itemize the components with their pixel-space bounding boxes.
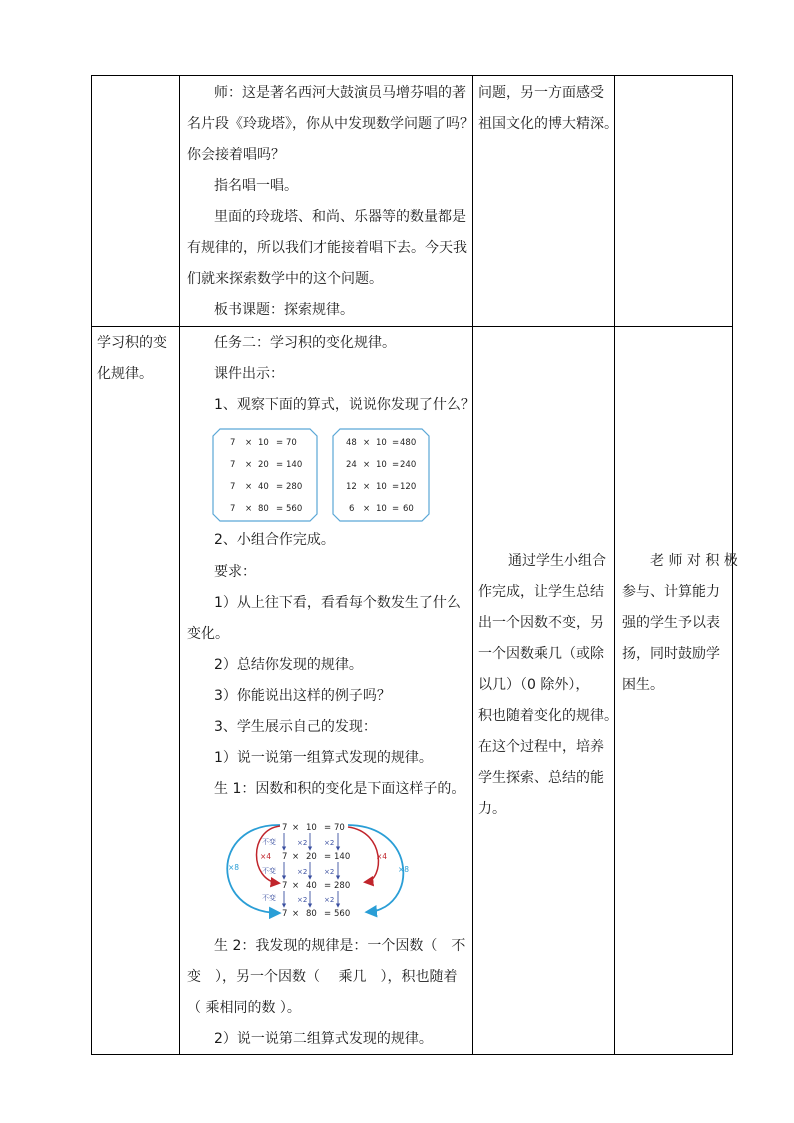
svg-text:=: = (324, 852, 332, 862)
svg-text:×: × (292, 909, 300, 919)
times-8-label: ×8 (228, 863, 240, 872)
process-line: 1、观察下面的算式，说说你发现了什么？ (214, 397, 475, 413)
svg-text:20: 20 (258, 460, 269, 470)
svg-text:48: 48 (346, 438, 357, 448)
diagram-equations (282, 823, 350, 919)
remark-line: 参与、计算能力 (622, 584, 720, 600)
process-line: 有规律的，所以我们才能接着唱下去。今天我 (187, 240, 467, 256)
svg-text:10: 10 (306, 823, 317, 833)
unchanged-label: 不变 (262, 894, 276, 902)
svg-text:=: = (276, 438, 284, 448)
svg-text:10: 10 (376, 482, 387, 492)
svg-text:6: 6 (349, 504, 355, 514)
svg-text:×: × (363, 460, 371, 470)
intent-line: 祖国文化的博大精深。 (478, 116, 618, 132)
svg-text:140: 140 (286, 460, 303, 470)
diagram-equation-row (282, 909, 350, 919)
intent-line: 力。 (478, 801, 506, 817)
process-line: 3、学生展示自己的发现： (214, 719, 377, 735)
diagram-equation-row (282, 823, 345, 833)
svg-text:×: × (292, 823, 300, 833)
svg-text:480: 480 (400, 438, 417, 448)
intent-line: 作完成，让学生总结 (478, 584, 604, 600)
intent-line: 在这个过程中，培养 (478, 739, 604, 755)
unchanged-label: 不变 (262, 838, 276, 846)
svg-text:=: = (392, 460, 400, 470)
svg-text:7: 7 (230, 482, 236, 492)
intent-line: 学生探索、总结的能 (478, 770, 604, 786)
intent-line: 问题，另一方面感受 (478, 85, 604, 101)
svg-text:240: 240 (400, 460, 417, 470)
svg-text:×: × (292, 881, 300, 891)
process-line: 2）说一说第二组算式发现的规律。 (214, 1031, 433, 1047)
svg-text:10: 10 (376, 504, 387, 514)
box1-equation-row (230, 438, 297, 448)
svg-text:20: 20 (306, 852, 317, 862)
svg-text:=: = (392, 504, 400, 514)
process-line: 2、小组合作完成。 (214, 532, 335, 548)
svg-text:=: = (324, 881, 332, 891)
stage-line: 化规律。 (97, 366, 153, 382)
box2-equations (346, 438, 416, 514)
times-2-label: ×2 (297, 839, 308, 847)
process-line: 指名唱一唱。 (214, 178, 298, 194)
svg-text:×: × (245, 482, 253, 492)
remark-line: 困生。 (622, 677, 664, 693)
times-2-label: ×2 (297, 896, 308, 904)
svg-text:80: 80 (306, 909, 317, 919)
svg-text:40: 40 (258, 482, 269, 492)
svg-text:7: 7 (282, 909, 288, 919)
times-2-label: ×2 (324, 868, 335, 876)
times-2-label: ×2 (297, 868, 308, 876)
process-line: 板书课题：探索规律。 (214, 302, 354, 318)
svg-text:12: 12 (346, 482, 357, 492)
svg-text:120: 120 (400, 482, 417, 492)
svg-text:280: 280 (286, 482, 303, 492)
svg-text:140: 140 (334, 852, 351, 862)
process-line: 变化。 (187, 626, 229, 642)
box2-equation-row (346, 460, 416, 470)
svg-text:10: 10 (258, 438, 269, 448)
box2-equation-row (346, 482, 416, 492)
remark-line: 老 师 对 积 极 (650, 553, 738, 569)
right-inner-arrow (348, 827, 378, 882)
intent-line: 一个因数乘几（或除 (478, 646, 604, 662)
svg-text:=: = (276, 482, 284, 492)
unchanged-label: 不变 (262, 867, 276, 875)
process-line: 变 ），另一个因数（ 乘几 ），积也随着 (187, 969, 458, 985)
diagram-equation-row (282, 881, 350, 891)
process-line: 们就来探索数学中的这个问题。 (187, 271, 383, 287)
right-outer-arrow (348, 825, 403, 912)
box1-equations (230, 438, 302, 514)
process-line: 1）从上往下看，看看每个数发生了什么 (214, 595, 461, 611)
box1-equation-row (230, 504, 302, 514)
box2-equation-row (349, 504, 414, 514)
svg-text:70: 70 (286, 438, 297, 448)
process-line: 课件出示： (214, 366, 284, 382)
svg-text:=: = (324, 909, 332, 919)
process-line: 1）说一说第一组算式发现的规律。 (214, 750, 433, 766)
table-col-divider-1 (179, 75, 180, 1055)
svg-text:24: 24 (346, 460, 357, 470)
stage-line: 学习积的变 (97, 335, 167, 351)
process-line: 生 1：因数和积的变化是下面这样子的。 (214, 781, 466, 797)
factor-product-diagram (218, 818, 418, 922)
intent-line: 出一个因数不变，另 (478, 615, 604, 631)
process-line: 要求： (214, 564, 256, 580)
svg-text:×: × (245, 460, 253, 470)
times-8-label: ×8 (398, 865, 410, 874)
intent-line: 通过学生小组合 (508, 553, 606, 569)
svg-text:=: = (392, 482, 400, 492)
svg-text:80: 80 (258, 504, 269, 514)
svg-text:7: 7 (230, 504, 236, 514)
svg-text:7: 7 (282, 852, 288, 862)
times-4-label: ×4 (376, 852, 388, 861)
table-border-top (91, 75, 733, 76)
svg-text:×: × (363, 482, 371, 492)
svg-text:7: 7 (230, 438, 236, 448)
svg-text:=: = (392, 438, 400, 448)
process-line: （ 乘相同的数 ）。 (187, 1000, 301, 1016)
diagram-equation-row (282, 852, 350, 862)
svg-text:60: 60 (403, 504, 414, 514)
table-col-divider-2 (472, 75, 473, 1055)
remark-line: 扬，同时鼓励学 (622, 646, 720, 662)
table-col-divider-3 (614, 75, 615, 1055)
svg-text:40: 40 (306, 881, 317, 891)
box2-equation-row (346, 438, 416, 448)
svg-text:×: × (363, 504, 371, 514)
box1-equation-row (230, 482, 302, 492)
svg-text:560: 560 (334, 909, 351, 919)
svg-text:10: 10 (376, 460, 387, 470)
svg-text:7: 7 (282, 823, 288, 833)
equation-boxes (212, 428, 442, 522)
intent-line: 积也随着变化的规律。 (478, 708, 618, 724)
times-2-label: ×2 (324, 839, 335, 847)
svg-text:280: 280 (334, 881, 351, 891)
table-border-row-divider (91, 326, 733, 327)
svg-text:10: 10 (376, 438, 387, 448)
process-line: 名片段《玲珑塔》，你从中发现数学问题了吗？ (187, 116, 474, 132)
remark-line: 强的学生予以表 (622, 615, 720, 631)
process-line: 里面的玲珑塔、和尚、乐器等的数量都是 (214, 209, 466, 225)
svg-text:×: × (245, 504, 253, 514)
intent-line: 以几）（0 除外）， (478, 677, 590, 693)
process-line: 生 2：我发现的规律是：一个因数（ 不 (214, 938, 466, 954)
svg-text:=: = (324, 823, 332, 833)
svg-text:560: 560 (286, 504, 303, 514)
svg-text:7: 7 (282, 881, 288, 891)
svg-text:×: × (292, 852, 300, 862)
svg-text:=: = (276, 504, 284, 514)
process-line: 师：这是著名西河大鼓演员马增芬唱的著 (214, 85, 466, 101)
svg-text:7: 7 (230, 460, 236, 470)
table-border-left (91, 75, 92, 1055)
process-line: 2）总结你发现的规律。 (214, 657, 363, 673)
svg-text:×: × (363, 438, 371, 448)
svg-text:×: × (245, 438, 253, 448)
process-line: 3）你能说出这样的例子吗？ (214, 688, 391, 704)
times-4-label: ×4 (260, 852, 272, 861)
process-line: 你会接着唱吗？ (187, 147, 285, 163)
svg-text:=: = (276, 460, 284, 470)
times-2-label: ×2 (324, 896, 335, 904)
svg-text:70: 70 (334, 823, 345, 833)
process-line: 任务二：学习积的变化规律。 (214, 335, 396, 351)
box1-equation-row (230, 460, 302, 470)
